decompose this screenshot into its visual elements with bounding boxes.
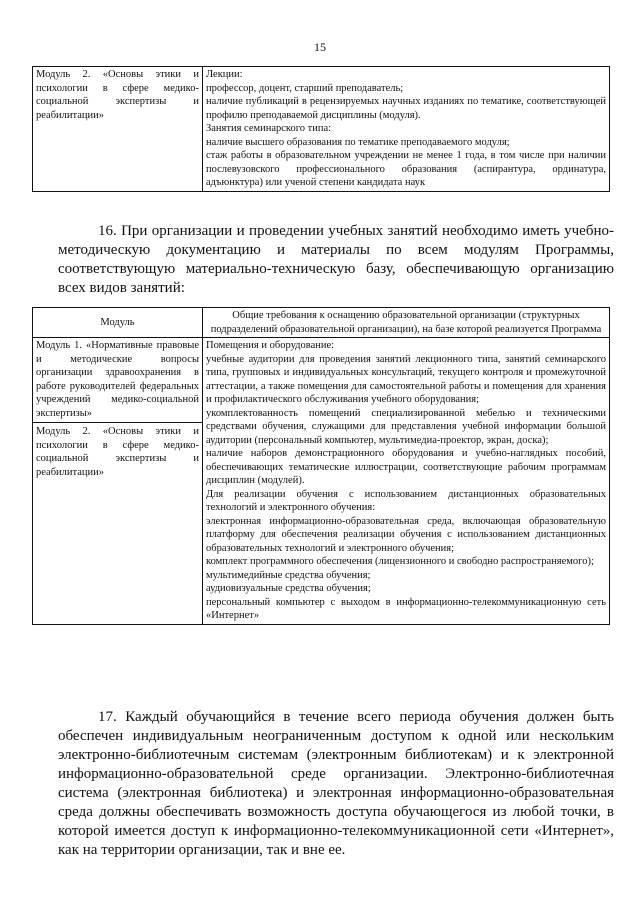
facilities-table bbox=[32, 307, 610, 625]
table-row bbox=[33, 338, 610, 625]
requirement-line: Занятия семинарского типа: bbox=[206, 123, 332, 134]
header-module: Модуль bbox=[33, 308, 203, 338]
requirement-line: Для реализации обучения с использованием дистанционных образовательных технологий и электронного обучения: bbox=[206, 488, 606, 513]
module-2-label: Модуль 2. «Основы этики и психологии в сфере медико-социальной экспертизы и реабилитации» bbox=[33, 422, 202, 479]
module-1-label: Модуль 1. «Нормативные правовые и методические вопросы организации здравоохранения в работе руководителей федеральных учреждений медико-социальной экспертизы» bbox=[36, 340, 199, 419]
requirement-line: наличие публикаций в рецензируемых научных изданиях по тематике, соответствующей профилю преподаваемой дисциплины (модуля). bbox=[206, 96, 606, 121]
requirements-cell bbox=[203, 67, 610, 192]
header-requirements: Общие требования к оснащению образовательной организации (структурных подразделений образовательной организации), на базе которой реализуется Программа bbox=[203, 308, 610, 338]
table-header-row bbox=[33, 308, 610, 338]
paragraph-17: 17. Каждый обучающийся в течение всего периода обучения должен быть обеспечен индивидуальным неограниченным доступом к одной или нескольким электронно-библиотечным системам (электронным библиотекам) и к электронной информационно-образовательной среде организации. Электронно-библиотечная система (электронная библиотека) и электронная информационно-образовательная среда должны обеспечивать возможность доступа обучающегося из любой точки, в которой имеется доступ к информационно-телекоммуникационной сети «Интернет», как на территории организации, так и вне ее. bbox=[58, 709, 614, 858]
requirements-cell bbox=[203, 338, 610, 625]
requirement-line: укомплектованность помещений специализированной мебелью и техническими средствами обучения, служащими для представления учебной информации большой аудитории (персональный компьютер, мультимедиа-проектор, экран, доска); bbox=[206, 407, 606, 446]
page-number: 15 bbox=[314, 40, 326, 54]
module-cell: Модуль 2. «Основы этики и психологии в сфере медико-социальной экспертизы и реабилитации» bbox=[33, 67, 203, 192]
requirement-line: аудиовизуальные средства обучения; bbox=[206, 583, 371, 594]
requirement-line: профессор, доцент, старший преподаватель; bbox=[206, 82, 404, 94]
requirement-line: стаж работы в образовательном учреждении не менее 1 года, в том числе при наличии послевузовского профессионального образования (аспирантура, ординатура, адъюнктура) или ученой степени кандидата наук bbox=[206, 150, 606, 188]
module-cell bbox=[33, 338, 203, 625]
requirement-line: персональный компьютер с выходом в информационно-телекоммуникационную сеть «Интернет» bbox=[206, 596, 606, 621]
paragraph-16: 16. При организации и проведении учебных занятий необходимо иметь учебно-методическую документацию и материалы по всем модулям Программы, соответствующую материально-техническую базу, обеспечивающую организацию всех видов занятий: bbox=[58, 223, 614, 296]
requirement-line: Лекции: bbox=[206, 69, 243, 80]
staff-requirements-table bbox=[32, 66, 610, 192]
requirement-line: комплект программного обеспечения (лицензионного и свободно распространяемого); bbox=[206, 556, 594, 567]
requirement-line: Помещения и оборудование: bbox=[206, 340, 335, 351]
requirement-line: учебные аудитории для проведения занятий лекционного типа, занятий семинарского типа, групповых и индивидуальных консультаций, текущего контроля и промежуточной аттестации, а также помещения для самостоятельной работы и помещения для хранения и профилактического обслуживания учебного оборудования; bbox=[206, 353, 606, 405]
requirement-line: мультимедийные средства обучения; bbox=[206, 569, 371, 581]
table-row bbox=[33, 67, 610, 192]
requirement-line: электронная информационно-образовательная среда, включающая образовательную платформу для обеспечения реализации обучения с использованием дистанционных образовательных технологий и электронного обучения; bbox=[206, 515, 606, 554]
requirement-line: наличие высшего образования по тематике преподаваемого модуля; bbox=[206, 136, 510, 148]
requirement-line: наличие наборов демонстрационного оборудования и учебно-наглядных пособий, обеспечивающих тематические иллюстрации, соответствующие рабочим программам дисциплин (модулей). bbox=[206, 448, 606, 486]
